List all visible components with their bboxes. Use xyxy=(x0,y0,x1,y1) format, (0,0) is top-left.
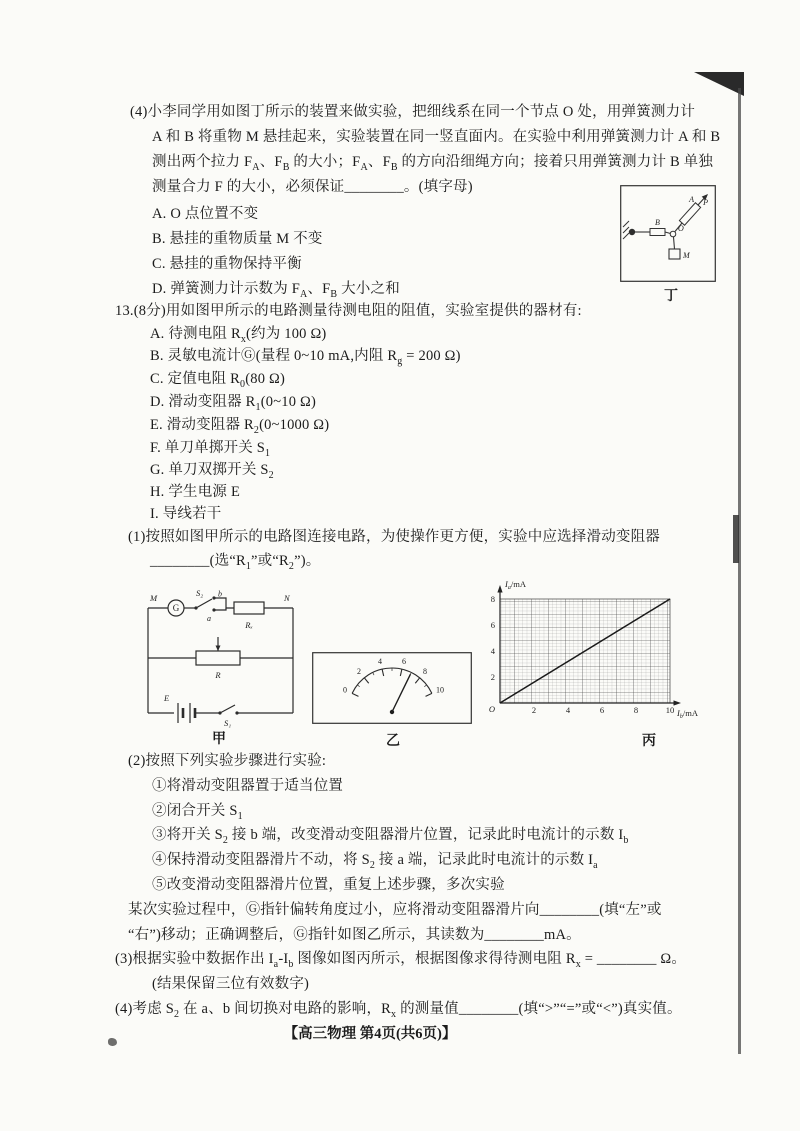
weight-block xyxy=(669,249,680,259)
rheostat-slider-arrow-icon xyxy=(216,646,221,652)
scan-corner-fold-artifact xyxy=(694,72,744,96)
q13-part1-line-1: (1)按照如图甲所示的电路图连接电路，为使操作更方便，实验中应选择滑动变阻器 xyxy=(128,529,661,545)
ytick-2: 2 xyxy=(490,672,495,682)
q4-option-c: C. 悬挂的重物保持平衡 xyxy=(152,256,302,272)
q4-text-line-3: 测出两个拉力 $F_A$、$F_B$ 的大小；$F_A$、$F_B$ 的方向沿细绳方向；接着只用弹簧测力计 B 单独 xyxy=(152,154,714,173)
meter-scale-arc xyxy=(352,668,432,693)
label-contact-a: a xyxy=(207,614,211,623)
y-axis-label: $I_a/mA$ xyxy=(505,579,526,591)
q13-equipment-b: B. 灵敏电流计Ⓖ(量程 0~10 mA,内阻 $R_g = 200$ Ω) xyxy=(150,348,461,367)
figure-bing-caption: 丙 xyxy=(642,734,656,749)
figure-ding-caption: 丁 xyxy=(664,289,678,304)
major-tick xyxy=(382,669,384,676)
xtick-4: 4 xyxy=(565,705,571,715)
x-axis-arrow-icon xyxy=(674,700,682,705)
wall-anchor-dot xyxy=(629,229,635,235)
spring-scale-a-body xyxy=(679,203,700,226)
figure-ding-border xyxy=(621,186,716,282)
q13-part4-line: (4)考虑 $S_2$ 在 a、b 间切换对电路的影响，$R_x$ 的测量值________(填“>”“=”或“<”)真实值。 xyxy=(115,1001,682,1020)
q13-part1-line-2: ________(选“$R_1$”或“$R_2$”)。 xyxy=(150,553,321,572)
meter-tick-label-0: 0 xyxy=(343,685,347,695)
contact-b-dot xyxy=(212,596,215,599)
spring-scale-b-body xyxy=(650,229,665,236)
q4-option-b: B. 悬挂的重物质量 M 不变 xyxy=(152,231,323,247)
ytick-6: 6 xyxy=(490,620,495,630)
q13-equipment-i: I. 导线若干 xyxy=(150,506,222,522)
q13-equipment-f: F. 单刀单掷开关 $S_1$ xyxy=(150,440,271,459)
q13-equipment-c: C. 定值电阻 $R_0(80$ Ω) xyxy=(150,371,285,390)
minor-tick xyxy=(357,685,359,687)
wall-hatch xyxy=(623,221,629,227)
label-pull-point-p: P xyxy=(703,198,708,207)
xtick-2: 2 xyxy=(531,705,537,715)
meter-tick-label-8: 8 xyxy=(423,667,427,676)
figure-bing-graph xyxy=(480,575,700,727)
meter-tick-label-6: 6 xyxy=(402,657,406,666)
label-spring-scale-a: A xyxy=(689,195,694,204)
meter-tick-label-2: 2 xyxy=(357,667,361,676)
label-rheostat-r: R xyxy=(215,670,221,680)
figure-yi-meter xyxy=(312,652,472,724)
major-tick xyxy=(400,669,402,676)
q4-text-line-1: (4)小李同学用如图丁所示的装置来做实验，把细线系在同一个节点 O 处，用弹簧测力计 xyxy=(130,104,696,120)
figure-ding-apparatus xyxy=(620,185,716,282)
meter-tick-label-10: 10 xyxy=(436,685,444,695)
rheostat-box xyxy=(196,651,240,665)
switch-s2-blade xyxy=(196,599,212,608)
figure-jia-circuit xyxy=(138,588,303,728)
q13-part2-step-2: ②闭合开关 $S_1$ xyxy=(152,803,243,822)
needle-pivot-dot xyxy=(390,710,394,714)
figure-yi-caption: 乙 xyxy=(386,734,400,749)
q13-equipment-h: H. 学生电源 E xyxy=(150,484,241,500)
wire-contact-b xyxy=(214,598,234,608)
resistor-rx-box xyxy=(234,602,264,614)
y-axis-arrow-icon xyxy=(497,585,502,593)
q13-part2-note-2: “右”)移动；正确调整后，Ⓖ指针如图乙所示，其读数为________mA。 xyxy=(128,927,581,943)
q13-equipment-e: E. 滑动变阻器 $R_2(0\sim 1000$ Ω) xyxy=(150,417,330,436)
q13-part2-step-5: ⑤改变滑动变阻器滑片位置，重复上述步骤，多次实验 xyxy=(152,877,505,893)
switch-s1-dot xyxy=(235,711,238,714)
meter-tick-label-4: 4 xyxy=(378,657,382,666)
major-tick xyxy=(352,693,358,696)
minor-tick xyxy=(373,672,374,675)
q13-part2-step-1: ①将滑动变阻器置于适当位置 xyxy=(152,778,344,794)
q13-equipment-d: D. 滑动变阻器 $R_1(0\sim 10$ Ω) xyxy=(150,394,316,413)
figure-jia-caption: 甲 xyxy=(212,732,226,747)
x-axis-label: $I_b/mA$ xyxy=(677,708,698,720)
wire-contact-a xyxy=(214,608,226,610)
q13-part3-line-2: (结果保留三位有效数字) xyxy=(152,976,310,992)
q13-equipment-a: A. 待测电阻 $R_x$(约为 100 Ω) xyxy=(150,326,327,345)
q13-equipment-g: G. 单刀双掷开关 $S_2$ xyxy=(150,462,274,481)
label-terminal-m: M xyxy=(150,593,158,603)
label-spring-scale-b: B xyxy=(655,218,660,227)
label-terminal-n: N xyxy=(284,593,290,603)
switch-s1-dot xyxy=(218,711,221,714)
q4-option-d: D. 弹簧测力计示数为 $F_A$、$F_B$ 大小之和 xyxy=(152,281,400,300)
label-resistor-rx: Rₓ xyxy=(245,620,253,630)
ytick-4: 4 xyxy=(490,646,495,656)
xtick-10: 10 xyxy=(665,705,675,715)
major-tick xyxy=(415,678,419,683)
q4-option-a: A. O 点位置不变 xyxy=(152,206,259,222)
meter-needle xyxy=(392,674,410,712)
switch-pivot-dot xyxy=(194,606,197,609)
origin-label: O xyxy=(488,704,495,714)
q13-part2-step-4: ④保持滑动变阻器滑片不动，将 $S_2$ 接 a 端，记录此时电流计的示数 $I_a$ xyxy=(152,852,598,871)
scan-binding-edge-mark xyxy=(733,515,739,563)
label-battery-e: E xyxy=(164,693,170,703)
xtick-6: 6 xyxy=(599,705,605,715)
wall-hatch xyxy=(623,233,629,239)
scan-ink-blot-artifact xyxy=(108,1038,117,1046)
node-o-ring xyxy=(670,231,676,237)
q13-stem: 13.(8分)用如图甲所示的电路测量待测电阻的阻值，实验室提供的器材有: xyxy=(115,303,582,319)
string-to-node xyxy=(665,232,671,234)
ytick-8: 8 xyxy=(490,594,495,604)
wall-hatch xyxy=(623,227,629,233)
string-to-weight xyxy=(674,237,675,249)
major-tick xyxy=(364,678,368,683)
page-footer: 【高三物理 第4页(共6页)】 xyxy=(283,1026,457,1042)
major-tick xyxy=(426,693,432,696)
minor-tick xyxy=(424,685,426,687)
label-contact-b: b xyxy=(218,589,222,599)
scan-binding-edge-line xyxy=(738,88,741,1054)
label-node-o: O xyxy=(678,224,684,233)
label-weight-m: M xyxy=(683,251,690,260)
q13-part2-note-1: 某次实验过程中，Ⓖ指针偏转角度过小，应将滑动变阻器滑片向________(填“左”或 xyxy=(128,902,662,918)
xtick-8: 8 xyxy=(633,705,639,715)
q4-text-line-4: 测量合力 F 的大小，必须保证________。(填字母) xyxy=(152,179,473,195)
q13-part3-line-1: (3)根据实验中数据作出 $I_a-I_b$ 图像如图丙所示，根据图像求得待测电阻 $R_x$ = ________ Ω。 xyxy=(115,951,687,970)
q13-part2-intro: (2)按照下列实验步骤进行实验: xyxy=(128,753,327,769)
label-galvanometer-g: G xyxy=(172,603,180,613)
q13-part2-step-3: ③将开关 $S_2$ 接 b 端，改变滑动变阻器滑片位置，记录此时电流计的示数 $I_b$ xyxy=(152,827,629,846)
label-switch-s1: S₁ xyxy=(224,718,232,728)
contact-a-dot xyxy=(212,608,215,611)
q4-text-line-2: A 和 B 将重物 M 悬挂起来，实验装置在同一竖直面内。在实验中利用弹簧测力计 A 和 B xyxy=(152,129,721,145)
switch-s1-blade xyxy=(220,705,235,713)
label-switch-s2: S₂ xyxy=(196,588,204,598)
